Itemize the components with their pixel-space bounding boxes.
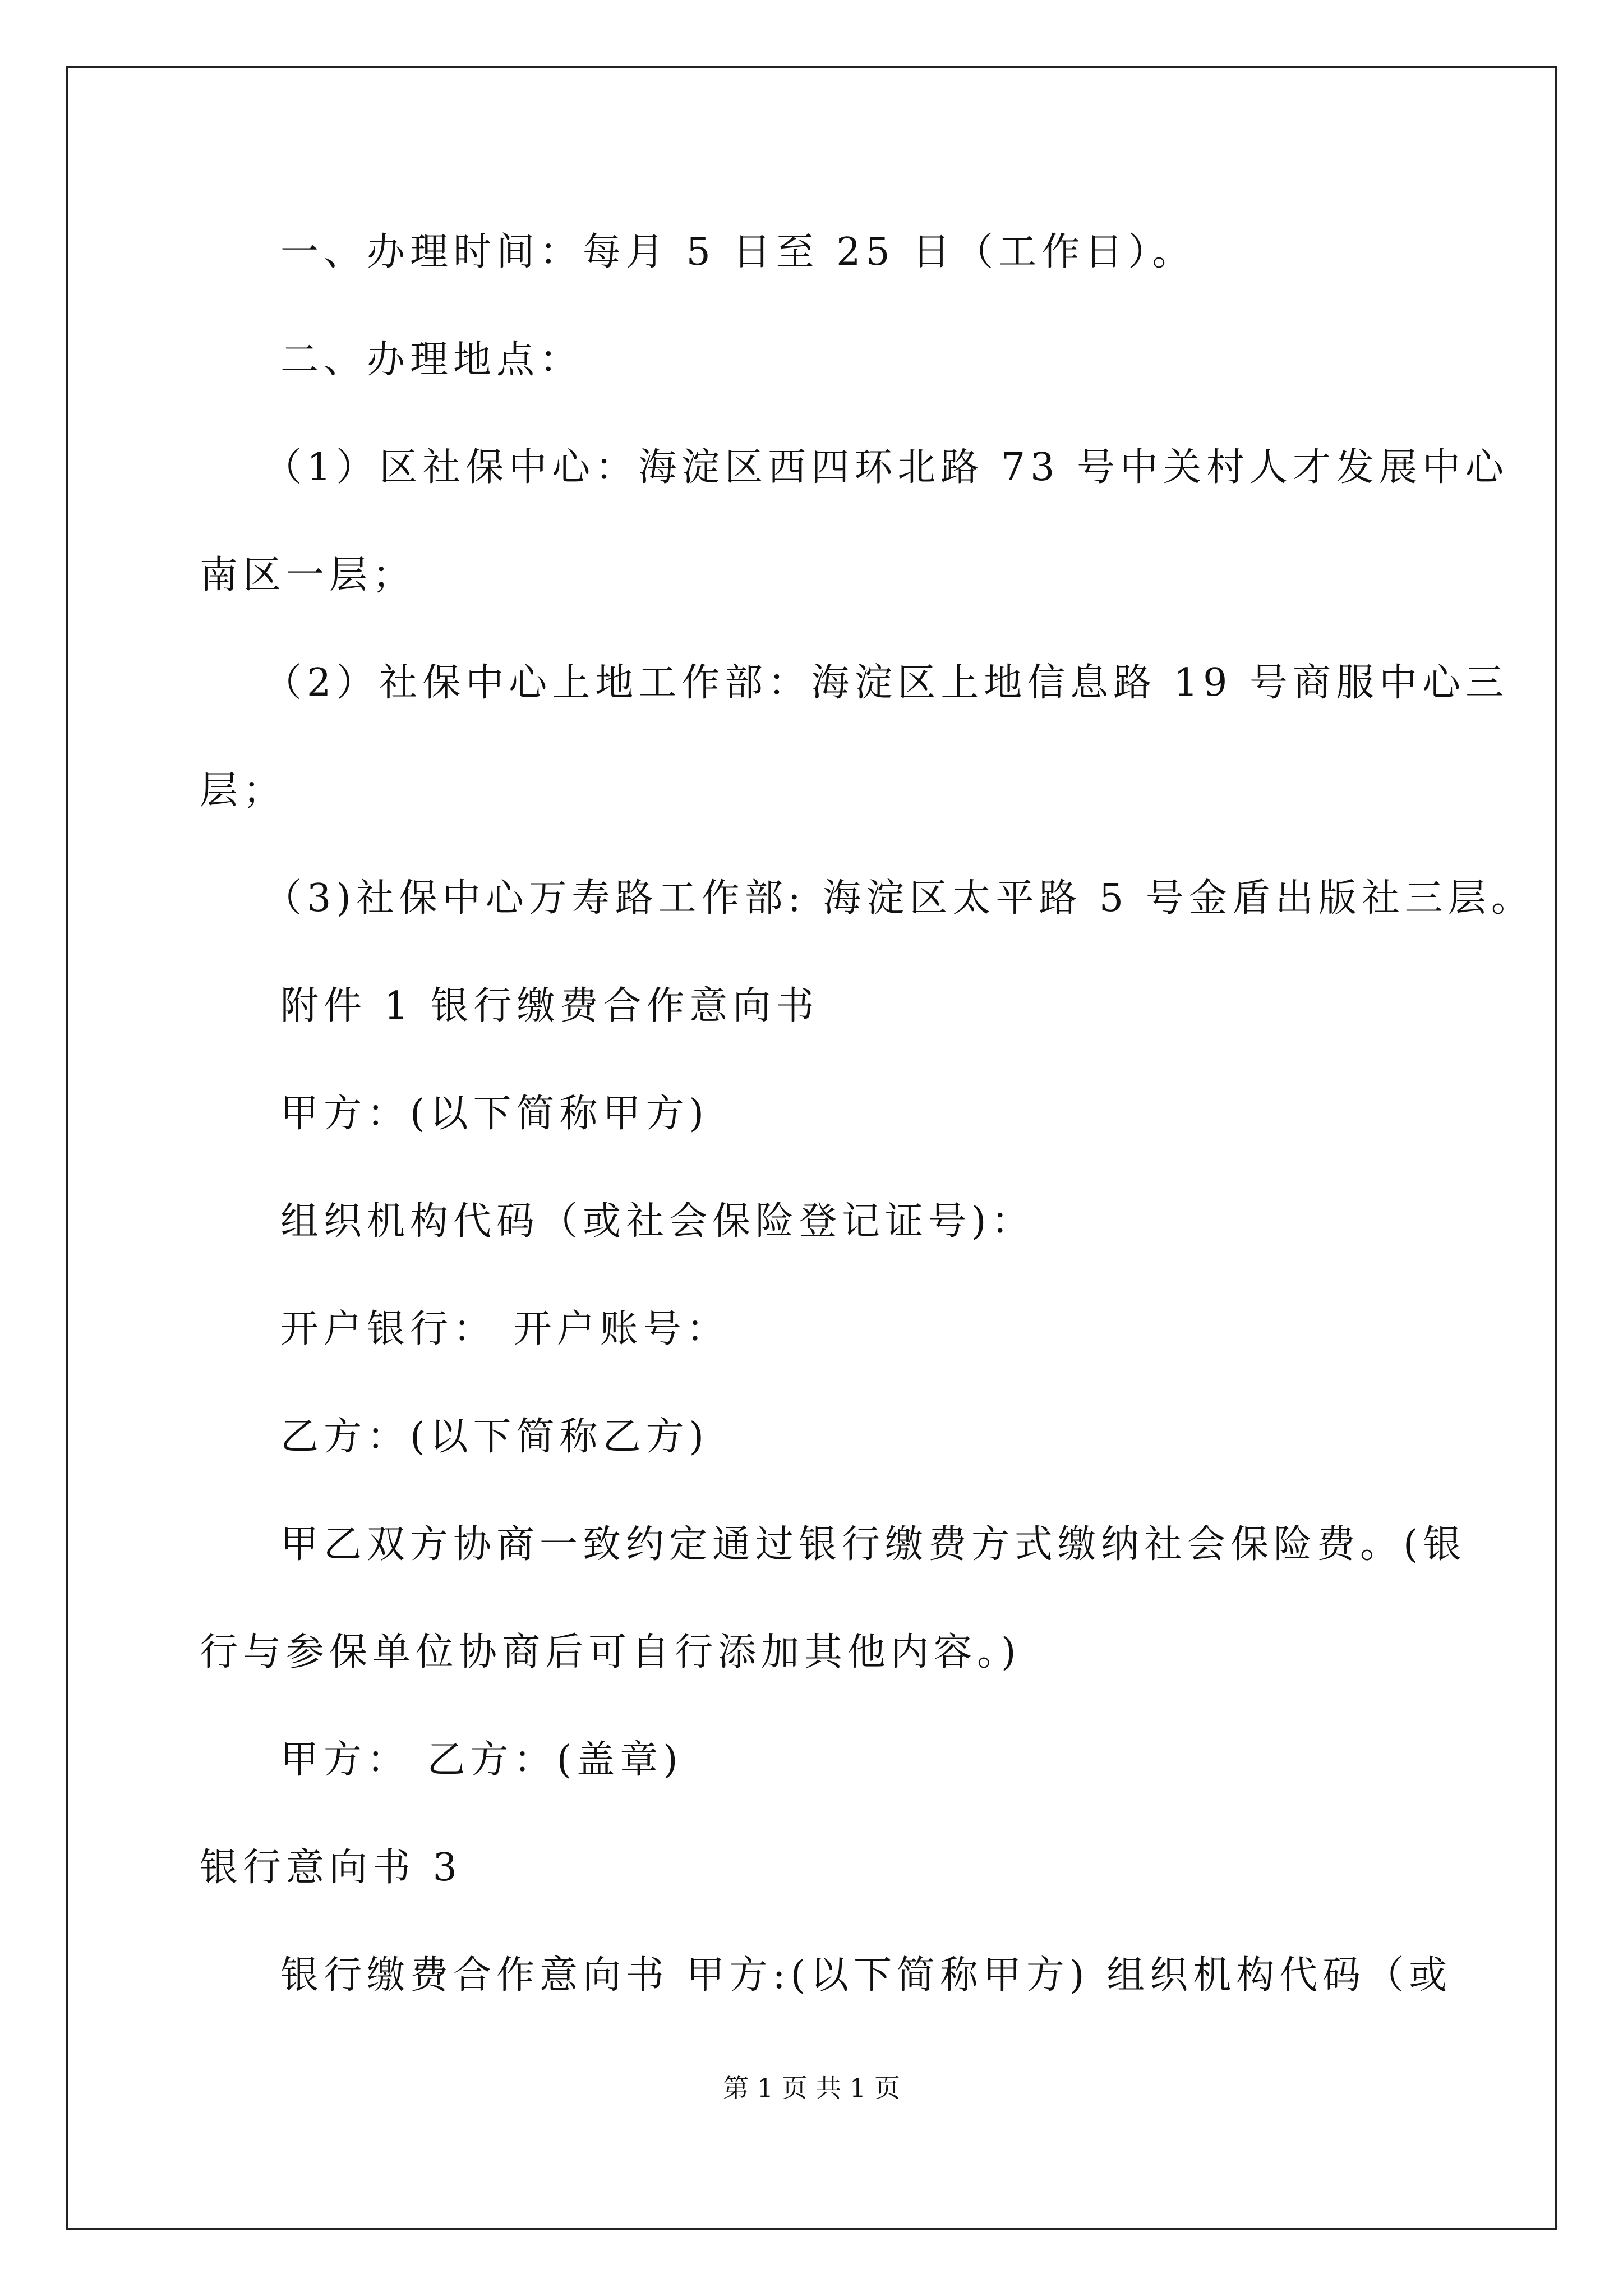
doc-line-agreement-cont: 行与参保单位协商后可自行添加其他内容。) bbox=[200, 1630, 1021, 1674]
doc-line-location-2: （2）社保中心上地工作部：海淀区上地信息路 19 号商服中心三 bbox=[264, 661, 1509, 705]
doc-line-party-a: 甲方：(以下简称甲方) bbox=[280, 1092, 709, 1136]
page-number-footer: 第 1 页 共 1 页 bbox=[723, 2073, 900, 2103]
doc-line-intent-letter: 银行缴费合作意向书 甲方:(以下简称甲方) 组织机构代码（或 bbox=[280, 1953, 1453, 1998]
doc-line-location-1: （1）区社保中心：海淀区西四环北路 73 号中关村人才发展中心 bbox=[264, 445, 1509, 490]
doc-line-signatures: 甲方： 乙方：(盖章) bbox=[280, 1738, 683, 1782]
doc-line-org-code: 组织机构代码（或社会保险登记证号)： bbox=[280, 1199, 1035, 1244]
page-border bbox=[66, 66, 1557, 2230]
doc-line-party-b: 乙方：(以下简称乙方) bbox=[280, 1415, 709, 1459]
doc-line-section-heading: 银行意向书 3 bbox=[200, 1846, 462, 1890]
doc-line-agreement: 甲乙双方协商一致约定通过银行缴费方式缴纳社会保险费。(银 bbox=[280, 1522, 1467, 1567]
doc-line-attachment-title: 附件 1 银行缴费合作意向书 bbox=[280, 984, 819, 1028]
doc-line-location-heading: 二、办理地点： bbox=[280, 338, 583, 382]
doc-line-location-3: （3)社保中心万寿路工作部: 海淀区太平路 5 号金盾出版社三层。 bbox=[264, 876, 1534, 921]
doc-line-location-1-cont: 南区一层； bbox=[200, 553, 416, 597]
doc-line-bank-account: 开户银行： 开户账号： bbox=[280, 1307, 730, 1351]
doc-line-location-2-cont: 层； bbox=[200, 769, 287, 813]
doc-line-processing-time: 一、办理时间：每月 5 日至 25 日（工作日）。 bbox=[280, 230, 1196, 274]
